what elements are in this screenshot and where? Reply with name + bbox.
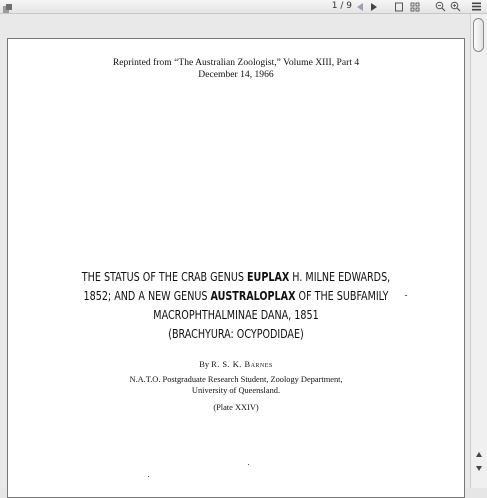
single-page-view-icon[interactable] <box>393 1 405 12</box>
document-viewport[interactable] <box>0 14 487 488</box>
app-icon[interactable] <box>2 1 13 12</box>
title-line-1: THE STATUS OF THE CRAB GENUS EUPLAX H. MILNE EDWARDS, <box>81 269 391 284</box>
affiliation-line-2: University of Queensland. <box>191 386 281 395</box>
scrollbar-thumb[interactable] <box>473 18 484 52</box>
title-line-2: 1852; AND A NEW GENUS AUSTRALOPLAX OF THE SUBFAMILY <box>83 288 389 303</box>
document-page <box>7 38 465 498</box>
vertical-scrollbar[interactable] <box>470 14 487 488</box>
page-indicator: 1 / 9 <box>331 1 352 11</box>
zoom-out-icon[interactable] <box>434 1 446 12</box>
scan-speck <box>248 464 249 465</box>
menu-icon[interactable] <box>470 1 482 12</box>
affiliation-line-1: N.A.T.O. Postgraduate Research Student, Zoology Department, <box>129 375 343 384</box>
author-name: R. S. K. Barnes <box>211 360 273 369</box>
reprint-notice <box>8 57 464 81</box>
next-page-icon[interactable] <box>368 1 380 12</box>
author-affiliation <box>8 374 464 396</box>
scroll-up-icon[interactable] <box>473 449 485 459</box>
grid-view-icon[interactable] <box>409 1 421 12</box>
byline-prefix: By <box>199 360 210 369</box>
title-line-4: (BRACHYURA: OCYPODIDAE) <box>168 326 304 341</box>
scan-speck <box>405 295 407 296</box>
scan-speck <box>148 476 149 477</box>
paper-title <box>40 267 432 343</box>
plate-reference: (Plate XXIV) <box>213 403 259 412</box>
viewer-toolbar <box>0 0 487 14</box>
title-line-3: MACROPHTHALMINAE DANA, 1851 <box>153 307 319 322</box>
scroll-down-icon[interactable] <box>473 463 485 473</box>
zoom-in-icon[interactable] <box>449 1 461 12</box>
reprint-line-1: Reprinted from “The Australian Zoologist,” Volume XIII, Part 4 <box>112 57 360 68</box>
prev-page-icon[interactable] <box>354 1 366 12</box>
reprint-line-2: December 14, 1966 <box>198 69 274 80</box>
author-byline <box>8 359 464 370</box>
